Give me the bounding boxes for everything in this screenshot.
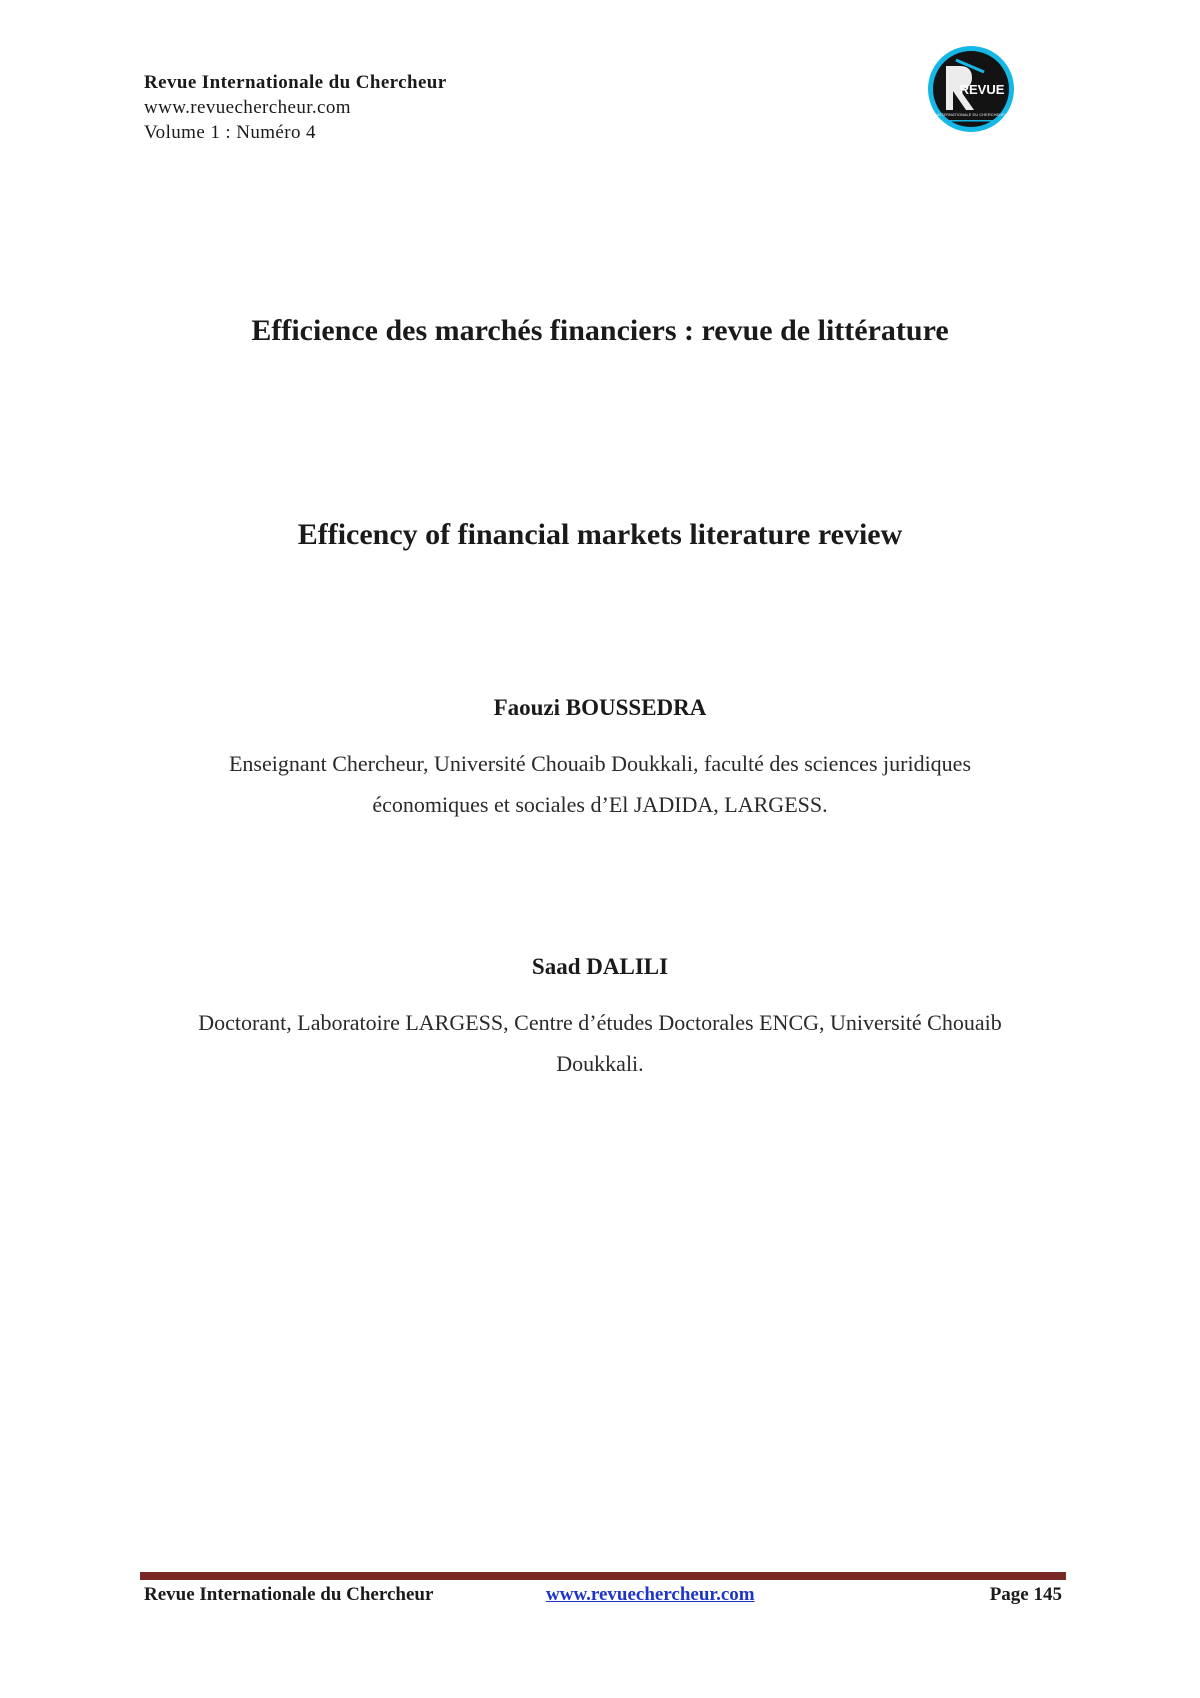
author-block [130, 952, 1070, 1084]
footer-rule [140, 1572, 1066, 1580]
author-block [130, 693, 1070, 825]
footer-website-link[interactable]: www.revuechercheur.com [546, 1584, 755, 1605]
journal-website: www.revuechercheur.com [144, 97, 351, 118]
page-footer [144, 1584, 1062, 1612]
journal-volume: Volume 1 : Numéro 4 [144, 122, 316, 143]
author-affiliation-line: Doctorant, Laboratoire LARGESS, Centre d’études Doctorales ENCG, Université Chouaib [198, 1010, 1002, 1035]
journal-name: Revue Internationale du Chercheur [144, 72, 447, 93]
title-english: Efficency of financial markets literature review [297, 518, 903, 551]
author-affiliation-line: Enseignant Chercheur, Université Chouaib Doukkali, faculté des sciences juridiques [228, 751, 972, 776]
footer-journal-name: Revue Internationale du Chercheur [144, 1584, 434, 1605]
author-affiliation-line: économiques et sociales d’El JADIDA, LARGESS. [372, 792, 828, 817]
page-number: Page 145 [989, 1584, 1062, 1605]
journal-header [144, 70, 644, 145]
journal-logo [926, 44, 1016, 134]
author-name: Faouzi BOUSSEDRA [493, 695, 707, 720]
author-name: Saad DALILI [531, 954, 669, 979]
author-affiliation-line: Doukkali. [556, 1051, 644, 1076]
revue-logo-icon [926, 44, 1016, 134]
logo-subtext: INTERNATIONALE DU CHERCHEUR [937, 112, 1005, 117]
title-french: Efficience des marchés financiers : revue de littérature [251, 314, 949, 347]
logo-wordmark: REVUE [959, 82, 1005, 97]
